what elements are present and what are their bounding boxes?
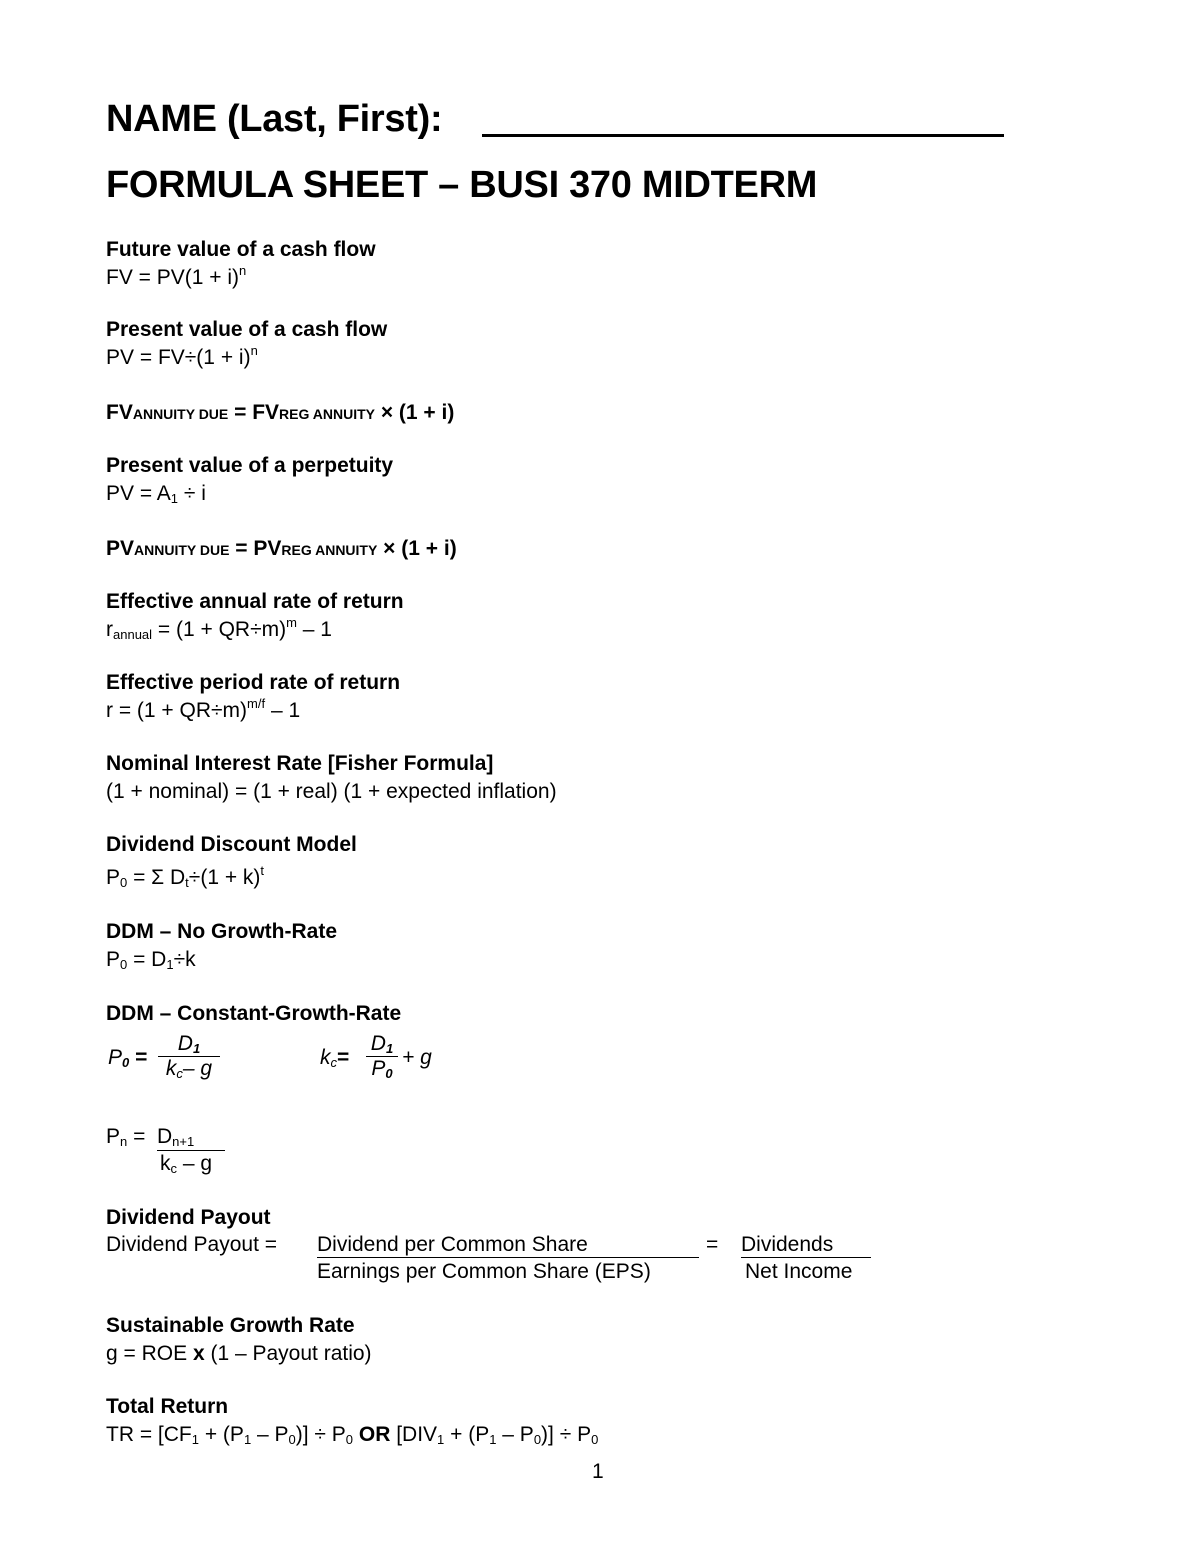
epr-heading: Effective period rate of return <box>106 671 401 694</box>
tr-heading: Total Return <box>106 1395 229 1418</box>
tr-formula: TR = $[CF_1 + (P_1 - P_0)] \div P_0$ OR $[DIV_1 + (P_1 - P_0)] \div P_0$ <box>106 1423 599 1447</box>
payout-denominator-2: Net Income <box>745 1260 853 1283</box>
page-number: 1 <box>592 1460 604 1483</box>
fv-heading: Future value of a cash flow <box>106 238 376 261</box>
ddm-heading: Dividend Discount Model <box>106 833 357 856</box>
ddm-cg-price-fraction: $D_1$ $k_c-$ g <box>158 1032 220 1081</box>
ddm-formula: $P_0 = \Sigma$ $D_t\div(1 + k)^t$ <box>106 863 265 890</box>
fv-formula: FV = $PV(1 + i)^n$ <box>106 263 247 289</box>
ddm-cg-price-lhs: $P_0$ = <box>108 1046 148 1070</box>
payout-equals: = <box>706 1233 719 1256</box>
ddm-cg-future-price-lhs: $P_n$ = <box>106 1125 146 1149</box>
sgr-formula: g = ROE x (1 – Payout ratio) <box>106 1342 372 1365</box>
payout-denominator-1: Earnings per Common Share (EPS) <box>317 1260 651 1283</box>
ddm-constant-growth-heading: DDM – Constant-Growth-Rate <box>106 1002 402 1025</box>
pv-formula: PV = $FV\div(1 + i)^n$ <box>106 343 258 369</box>
name-blank-line <box>482 134 1004 137</box>
ddm-cg-return-lhs: $k_c=$ <box>320 1046 350 1070</box>
ddm-cg-future-price-bar <box>157 1150 225 1151</box>
sgr-heading: Sustainable Growth Rate <box>106 1314 355 1337</box>
ddm-cg-return-tail: + g <box>402 1046 432 1069</box>
pv-annuity-due-formula: PVANNUITY DUE = PVREG ANNUITY × (1 + i) <box>106 537 457 560</box>
payout-heading: Dividend Payout <box>106 1206 271 1229</box>
payout-lhs: Dividend Payout = <box>106 1233 278 1256</box>
fv-annuity-due-formula: FVANNUITY DUE = FVREG ANNUITY × (1 + i) <box>106 401 455 424</box>
ear-formula: $r_{annual} = (1 + QR\div m)^m - 1$ <box>106 615 332 642</box>
ddm-no-growth-formula: $P_0 = D_1\div k$ <box>106 948 196 972</box>
name-label: NAME (Last, First): <box>106 98 443 140</box>
perpetuity-heading: Present value of a perpetuity <box>106 454 394 477</box>
perpetuity-formula: PV = $A_1 \div i$ <box>106 482 206 506</box>
payout-bar-2 <box>741 1257 871 1258</box>
fisher-heading: Nominal Interest Rate [Fisher Formula] <box>106 752 494 775</box>
ddm-cg-future-price-numerator: $D_{n+1}$ <box>157 1125 195 1149</box>
ddm-cg-future-price-denominator: $k_c$ – g <box>160 1152 213 1176</box>
payout-numerator-1: Dividend per Common Share <box>317 1233 588 1256</box>
payout-numerator-2: Dividends <box>741 1233 834 1256</box>
page-title: FORMULA SHEET – BUSI 370 MIDTERM <box>106 164 818 206</box>
ear-heading: Effective annual rate of return <box>106 590 404 613</box>
ddm-no-growth-heading: DDM – No Growth-Rate <box>106 920 337 943</box>
epr-formula: $r = (1 + QR\div m)^{m/f} - 1$ <box>106 696 301 722</box>
pv-heading: Present value of a cash flow <box>106 318 388 341</box>
payout-bar-1 <box>317 1257 699 1258</box>
ddm-cg-return-fraction: $D_1$ $P_0$ <box>366 1032 398 1081</box>
fisher-formula: (1 + nominal) = (1 + real) (1 + expected inflation) <box>106 780 557 803</box>
